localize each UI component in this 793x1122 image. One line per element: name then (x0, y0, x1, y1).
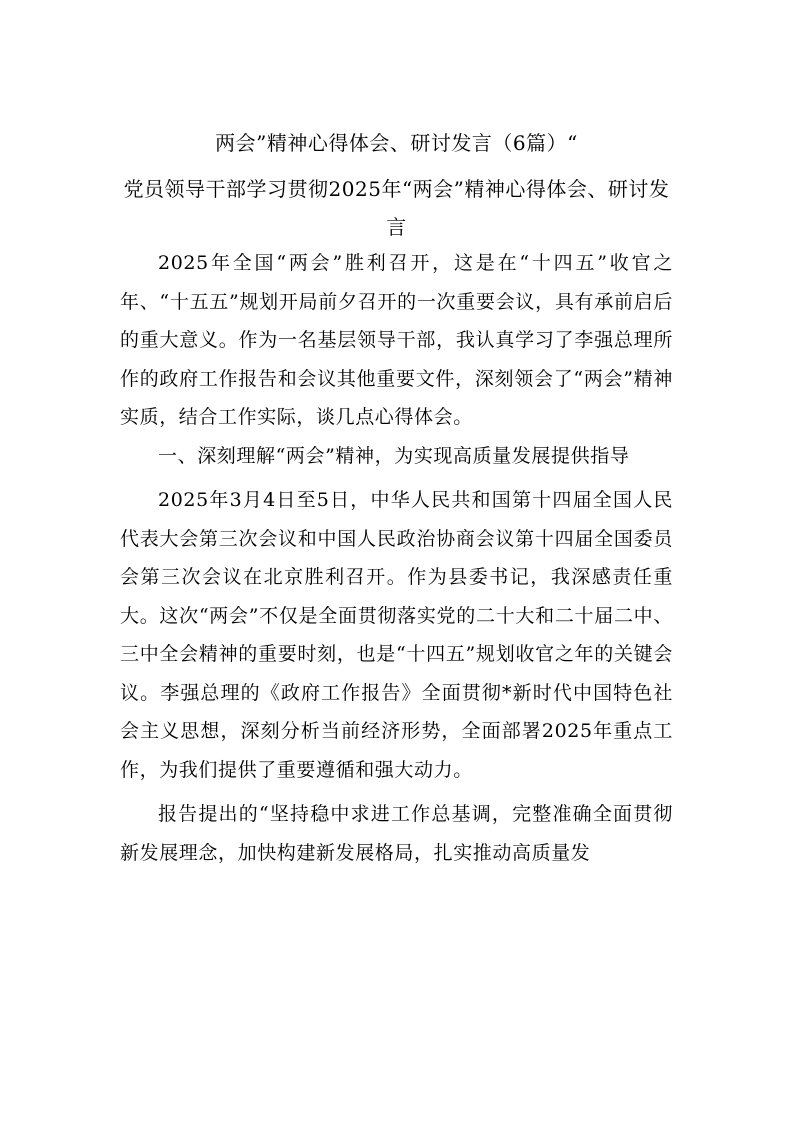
document-title: 两会”精神心得体会、研讨发言（6篇）“ (215, 131, 578, 155)
section-heading-1: 一、深刻理解“两会”精神，为实现高质量发展提供指导 (158, 444, 630, 467)
body-paragraph: 2025年3月4日至5日，中华人民共和国第十四届全国人民代表大会第三次会议和中国人民政治协商会议第十四届全国委员会第三次会议在北京胜利召开。作为县委书记，我深感责任重大。这次“两会”不仅是全面贯彻落实党的二十大和二十届二中、三中全会精神的重要时刻，也是“十四五”规划收官之年的关键会议。李强总理的《政府工作报告》全面贯彻*新时代中国特色社会主义思想，深刻分析当前经济形势，全面部署2025年重点工作，为我们提供了重要遵循和强大动力。 (120, 489, 673, 781)
body-paragraph: 报告提出的“坚持稳中求进工作总基调，完整准确全面贯彻新发展理念，加快构建新发展格局，扎实推动高质量发 (120, 803, 673, 864)
intro-paragraph: 2025年全国“两会”胜利召开，这是在“十四五”收官之年、“十五五”规划开局前夕召开的一次重要会议，具有承前启后的重大意义。作为一名基层领导干部，我认真学习了李强总理所作的政府工作报告和会议其他重要文件，深刻领会了“两会”精神实质，结合工作实际，谈几点心得体会。 (120, 252, 673, 428)
document-subtitle: 党员领导干部学习贯彻2025年“两会”精神心得体会、研讨发言 (123, 177, 670, 239)
document-body (120, 244, 673, 872)
